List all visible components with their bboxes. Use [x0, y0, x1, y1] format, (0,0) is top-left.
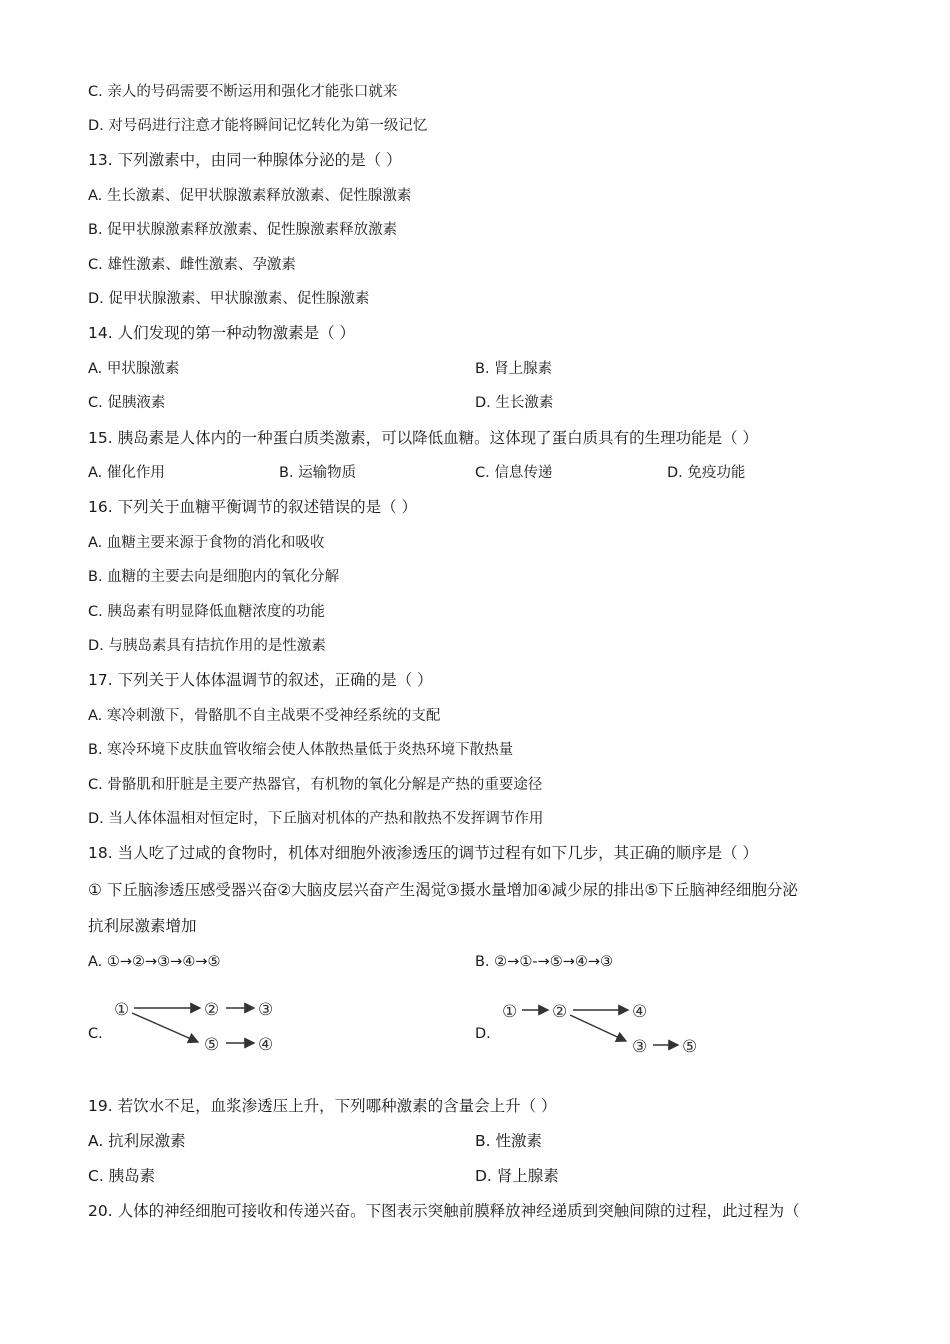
- q14-option-c: C. 促胰液素: [88, 395, 166, 411]
- q14-stem: 14. 人们发现的第一种动物激素是（ ）: [88, 324, 356, 342]
- diagram-d-node-5: ⑤: [682, 1037, 698, 1057]
- q17-option-d: D. 当人体体温相对恒定时，下丘脑对机体的产热和散热不发挥调节作用: [88, 811, 544, 827]
- diagram-d-node-4: ④: [632, 1002, 648, 1022]
- q13-option-d: D. 促甲状腺激素、甲状腺激素、促性腺激素: [88, 291, 370, 307]
- q16-stem: 16. 下列关于血糖平衡调节的叙述错误的是（ ）: [88, 498, 418, 516]
- q17-stem: 17. 下列关于人体体温调节的叙述，正确的是（ ）: [88, 671, 433, 689]
- diagram-c-node-5: ⑤: [204, 1035, 220, 1055]
- q17-option-a: A. 寒冷刺激下，骨骼肌不自主战栗不受神经系统的支配: [88, 708, 441, 724]
- q13-option-a: A. 生长激素、促甲状腺激素释放激素、促性腺激素: [88, 188, 412, 204]
- q13-option-b: B. 促甲状腺激素释放激素、促性腺激素释放激素: [88, 222, 398, 238]
- q19-option-c: C. 胰岛素: [88, 1167, 156, 1185]
- q18-diagram-d: [500, 997, 710, 1061]
- q15-option-c: C. 信息传递: [475, 465, 553, 481]
- q15-option-b: B. 运输物质: [279, 465, 357, 481]
- diagram-d-node-1: ①: [502, 1002, 518, 1022]
- q16-option-c: C. 胰岛素有明显降低血糖浓度的功能: [88, 604, 325, 620]
- q18-stem: 18. 当人吃了过咸的食物时，机体对细胞外液渗透压的调节过程有如下几步，其正确的顺序是（ ）: [88, 844, 759, 862]
- diagram-d-node-3: ③: [632, 1037, 648, 1057]
- q16-option-b: B. 血糖的主要去向是细胞内的氧化分解: [88, 569, 340, 585]
- q15-stem: 15. 胰岛素是人体内的一种蛋白质类激素，可以降低血糖。这体现了蛋白质具有的生理功能是（ ）: [88, 429, 759, 447]
- q16-option-d: D. 与胰岛素具有拮抗作用的是性激素: [88, 638, 326, 654]
- q17-option-b: B. 寒冷环境下皮肤血管收缩会使人体散热量低于炎热环境下散热量: [88, 742, 514, 758]
- q15-option-d: D. 免疫功能: [667, 465, 746, 481]
- diagram-c-node-4: ④: [258, 1035, 274, 1055]
- q18-steps-line2: 抗利尿激素增加: [88, 917, 197, 935]
- q12-option-d: D. 对号码进行注意才能将瞬间记忆转化为第一级记忆: [88, 118, 428, 134]
- q18-option-d-label: D.: [475, 1026, 491, 1042]
- q19-option-d: D. 肾上腺素: [475, 1167, 559, 1185]
- diagram-c-node-3: ③: [258, 1000, 274, 1020]
- q13-stem: 13. 下列激素中，由同一种腺体分泌的是（ ）: [88, 151, 402, 169]
- q18-steps-line1: ① 下丘脑渗透压感受器兴奋②大脑皮层兴奋产生渴觉③摄水量增加④减少尿的排出⑤下丘脑神经细胞分泌: [88, 881, 798, 899]
- q18-option-b: B. ②→①-→⑤→④→③: [475, 954, 613, 970]
- diagram-c-node-1: ①: [114, 1000, 130, 1020]
- diagram-c-node-2: ②: [204, 1000, 220, 1020]
- q16-option-a: A. 血糖主要来源于食物的消化和吸收: [88, 535, 325, 551]
- q18-option-a: A. ①→②→③→④→⑤: [88, 954, 221, 970]
- q19-option-b: B. 性激素: [475, 1132, 542, 1150]
- q18-option-c-label: C.: [88, 1026, 103, 1042]
- q20-stem: 20. 人体的神经细胞可接收和传递兴奋。下图表示突触前膜释放神经递质到突触间隙的过程，此过程为（: [88, 1202, 800, 1220]
- q18-diagram-c: [110, 995, 290, 1059]
- q19-option-a: A. 抗利尿激素: [88, 1132, 186, 1150]
- q13-option-c: C. 雄性激素、雌性激素、孕激素: [88, 257, 296, 273]
- q15-option-a: A. 催化作用: [88, 465, 165, 481]
- q17-option-c: C. 骨骼肌和肝脏是主要产热器官，有机物的氧化分解是产热的重要途径: [88, 777, 543, 793]
- q19-stem: 19. 若饮水不足，血浆渗透压上升，下列哪种激素的含量会上升（ ）: [88, 1097, 557, 1115]
- q14-option-a: A. 甲状腺激素: [88, 361, 180, 377]
- q12-option-c: C. 亲人的号码需要不断运用和强化才能张口就来: [88, 84, 398, 100]
- diagram-d-arrow-2-3: [570, 1015, 626, 1041]
- q14-option-d: D. 生长激素: [475, 395, 554, 411]
- q14-option-b: B. 肾上腺素: [475, 361, 553, 377]
- diagram-c-arrow-1-5: [132, 1013, 198, 1042]
- diagram-d-node-2: ②: [552, 1002, 568, 1022]
